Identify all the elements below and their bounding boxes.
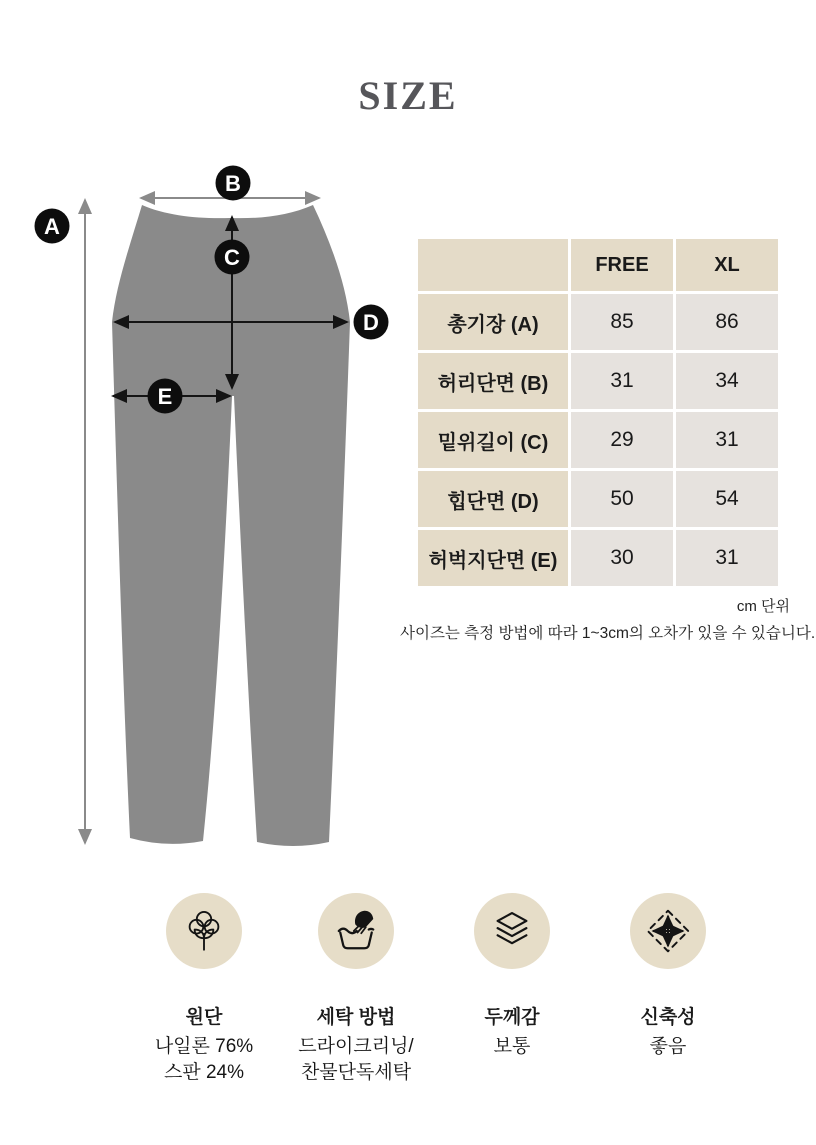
table-row bbox=[418, 412, 778, 468]
size-table-header-row bbox=[418, 239, 778, 291]
info-item-fabric bbox=[124, 893, 284, 1086]
wash-icon-circle bbox=[318, 893, 394, 969]
size-column-free: FREE bbox=[571, 239, 673, 291]
size-column-xl: XL bbox=[676, 239, 778, 291]
stretch-icon bbox=[644, 907, 692, 955]
info-line: 좋음 bbox=[649, 1036, 687, 1057]
info-line: 찬물단독세탁 bbox=[300, 1062, 412, 1083]
cell-value: 54 bbox=[676, 471, 778, 527]
tolerance-note: 사이즈는 측정 방법에 따라 1~3cm의 오차가 있을 수 있습니다. bbox=[400, 625, 816, 642]
info-item-stretch bbox=[588, 893, 748, 1060]
badge-d-label: D bbox=[363, 310, 379, 335]
cell-value: 50 bbox=[571, 471, 673, 527]
size-table-corner-cell bbox=[418, 239, 568, 291]
cell-value: 30 bbox=[571, 530, 673, 586]
thickness-icon-circle bbox=[474, 893, 550, 969]
cell-value: 31 bbox=[676, 412, 778, 468]
size-table bbox=[415, 236, 781, 589]
info-item-wash bbox=[276, 893, 436, 1086]
info-title: 신축성 bbox=[640, 1007, 696, 1028]
badge-e-label: E bbox=[157, 384, 173, 409]
table-notes bbox=[400, 595, 816, 643]
cell-value: 34 bbox=[676, 353, 778, 409]
badge-b-label: B bbox=[225, 171, 241, 196]
info-title: 원단 bbox=[185, 1007, 223, 1028]
table-row bbox=[418, 353, 778, 409]
handwash-icon bbox=[332, 907, 380, 955]
table-row bbox=[418, 530, 778, 586]
table-row bbox=[418, 294, 778, 350]
unit-note: cm 단위 bbox=[736, 598, 790, 615]
info-line: 나일론 76% bbox=[154, 1036, 254, 1057]
info-line: 보통 bbox=[493, 1036, 531, 1057]
info-item-thickness bbox=[432, 893, 592, 1060]
pants-diagram bbox=[20, 150, 400, 870]
cotton-icon bbox=[181, 908, 227, 954]
cell-value: 31 bbox=[571, 353, 673, 409]
page-title: SIZE bbox=[358, 73, 458, 118]
badge-a-label: A bbox=[44, 214, 60, 239]
cell-value: 86 bbox=[676, 294, 778, 350]
cell-value: 31 bbox=[676, 530, 778, 586]
stretch-icon-circle bbox=[630, 893, 706, 969]
cell-value: 85 bbox=[571, 294, 673, 350]
info-line: 스판 24% bbox=[163, 1062, 244, 1083]
badge-c-label: C bbox=[224, 245, 240, 270]
row-label: 총기장 (A) bbox=[418, 294, 568, 350]
thickness-icon bbox=[489, 908, 535, 954]
info-line: 드라이크리닝/ bbox=[298, 1036, 414, 1057]
row-label: 힙단면 (D) bbox=[418, 471, 568, 527]
table-row bbox=[418, 471, 778, 527]
fabric-icon-circle bbox=[166, 893, 242, 969]
info-title: 세탁 방법 bbox=[316, 1007, 396, 1028]
row-label: 허벅지단면 (E) bbox=[418, 530, 568, 586]
info-title: 두께감 bbox=[484, 1007, 540, 1028]
row-label: 허리단면 (B) bbox=[418, 353, 568, 409]
cell-value: 29 bbox=[571, 412, 673, 468]
row-label: 밑위길이 (C) bbox=[418, 412, 568, 468]
